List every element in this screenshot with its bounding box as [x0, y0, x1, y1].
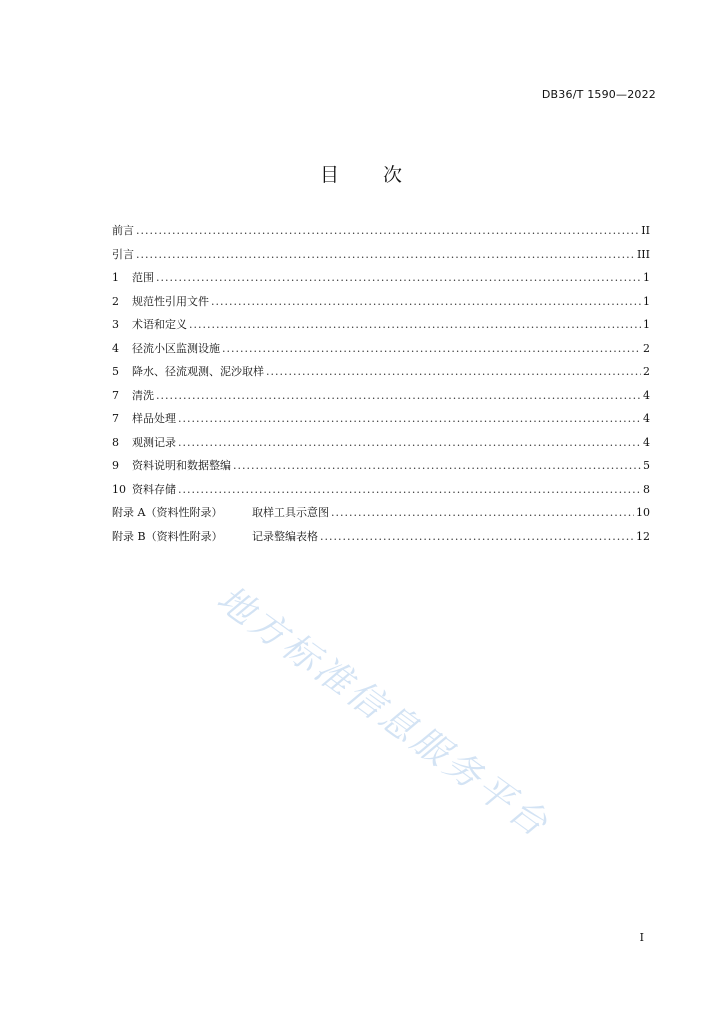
- toc-entry-page: 10: [636, 506, 650, 519]
- toc-entry-number: 3: [112, 318, 119, 331]
- toc-entry-introduction[interactable]: [112, 243, 650, 267]
- toc-leader-dots: [331, 501, 634, 525]
- toc-entry-number: 9: [112, 459, 119, 472]
- toc-entry-data-storage[interactable]: [112, 478, 650, 502]
- toc-entry-observation-records[interactable]: [112, 431, 650, 455]
- toc-leader-dots: [222, 337, 641, 361]
- toc-entry-label: 记录整编表格: [252, 529, 318, 543]
- toc-entry-page: 2: [643, 341, 650, 355]
- toc-entry-label: 观测记录: [132, 435, 176, 449]
- toc-entry-page: 4: [643, 388, 650, 402]
- toc-entry-scope[interactable]: [112, 266, 650, 290]
- toc-appendix-label: 附录 B（资料性附录）: [112, 529, 223, 543]
- toc-entry-terms-definitions[interactable]: [112, 313, 650, 337]
- toc-entry-label: 样品处理: [132, 412, 176, 425]
- toc-entry-label: 清洗: [132, 388, 154, 402]
- toc-entry-label: 资料存储: [132, 482, 176, 496]
- toc-entry-page: 5: [643, 459, 650, 472]
- watermark: 地方标准信息服务平台: [209, 578, 558, 847]
- document-code: DB36/T 1590—2022: [541, 88, 656, 101]
- toc-entry-label: 资料说明和数据整编: [132, 459, 231, 472]
- toc-entry-page: III: [636, 247, 650, 261]
- page-title: 目 次: [319, 164, 404, 186]
- toc-leader-dots: [233, 454, 641, 478]
- toc-leader-dots: [189, 313, 641, 337]
- toc-entry-label: 径流小区监测设施: [132, 341, 220, 355]
- toc-entry-label: 降水、径流观测、泥沙取样: [132, 365, 264, 378]
- toc-leader-dots: [156, 266, 641, 290]
- toc-entry-label: 取样工具示意图: [252, 506, 329, 519]
- toc-entry-page: 1: [643, 271, 650, 284]
- toc-leader-dots: [136, 243, 635, 267]
- toc-leader-dots: [178, 431, 641, 455]
- toc-leader-dots: [211, 290, 641, 314]
- toc-leader-dots: [320, 525, 634, 549]
- toc-entry-data-compilation[interactable]: [112, 454, 650, 478]
- toc-entry-number: 5: [112, 365, 119, 378]
- toc-entry-number: 1: [112, 271, 119, 284]
- toc-entry-label: 范围: [132, 271, 154, 284]
- toc-entry-number: 2: [112, 294, 119, 308]
- toc-entry-number: 4: [112, 341, 119, 355]
- toc-leader-dots: [266, 360, 641, 384]
- toc-entry-runoff-plot-facilities[interactable]: [112, 337, 650, 361]
- toc-entry-page: 12: [636, 529, 650, 543]
- toc-entry-number: 8: [112, 435, 119, 449]
- toc-entry-label: 前言: [112, 224, 134, 237]
- toc-entry-appendix-b[interactable]: [112, 525, 650, 549]
- toc-entry-page: 1: [643, 294, 650, 308]
- toc-leader-dots: [178, 407, 641, 431]
- toc-entry-label: 引言: [112, 247, 134, 261]
- toc-leader-dots: [156, 384, 641, 408]
- toc-entry-label: 规范性引用文件: [132, 294, 209, 308]
- toc-entry-page: II: [641, 224, 650, 237]
- toc-entry-foreword[interactable]: [112, 219, 650, 243]
- toc-entry-number: 7: [112, 388, 119, 402]
- table-of-contents: [112, 219, 650, 548]
- toc-entry-number: 7: [112, 412, 119, 425]
- toc-appendix-label: 附录 A（资料性附录）: [112, 506, 223, 519]
- toc-entry-number: 10: [112, 482, 126, 496]
- page-number: I: [639, 931, 644, 944]
- toc-entry-cleaning[interactable]: [112, 384, 650, 408]
- toc-entry-normative-references[interactable]: [112, 290, 650, 314]
- toc-leader-dots: [178, 478, 641, 502]
- toc-entry-page: 2: [643, 365, 650, 378]
- toc-entry-appendix-a[interactable]: [112, 501, 650, 525]
- toc-entry-label: 术语和定义: [132, 318, 187, 331]
- toc-leader-dots: [136, 219, 639, 243]
- toc-entry-page: 4: [643, 435, 650, 449]
- toc-entry-precipitation-sampling[interactable]: [112, 360, 650, 384]
- toc-entry-sample-processing[interactable]: [112, 407, 650, 431]
- toc-entry-page: 1: [643, 318, 650, 331]
- toc-entry-page: 4: [643, 412, 650, 425]
- toc-entry-page: 8: [643, 482, 650, 496]
